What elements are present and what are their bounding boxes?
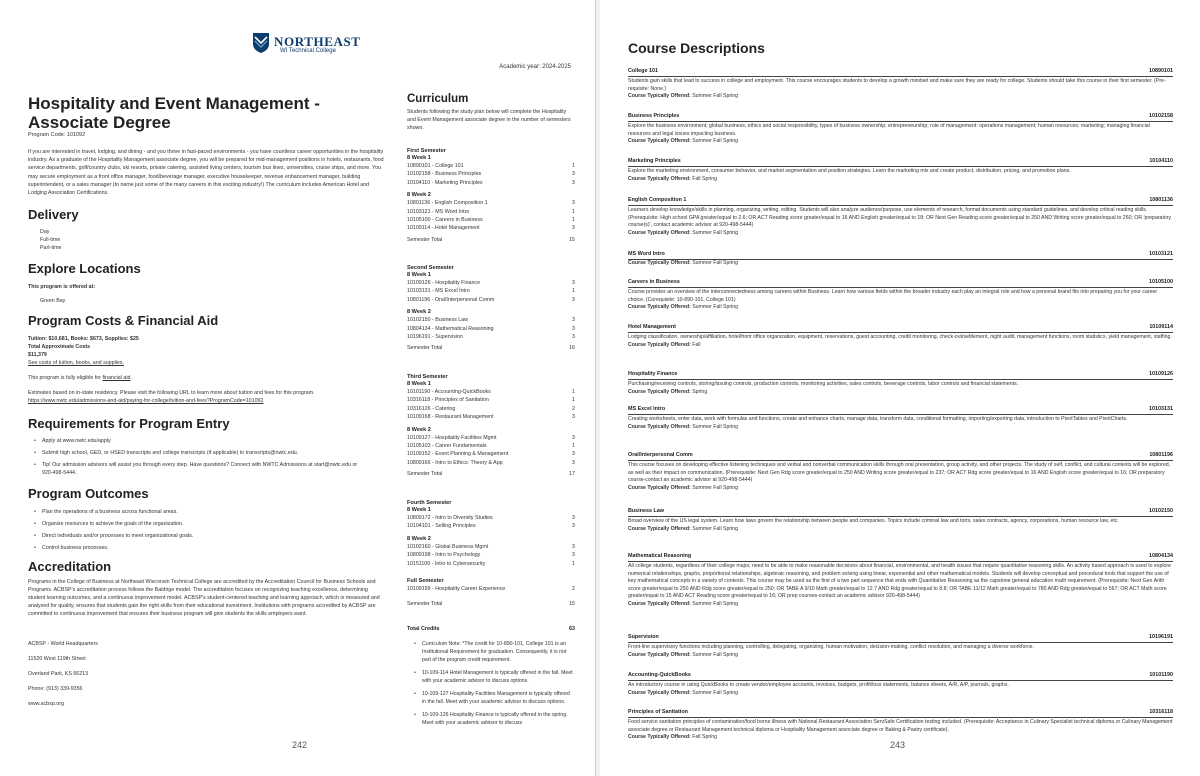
course-offered-label: Course Typically Offered:	[628, 304, 691, 311]
requirement-item: • Submit high school, GED, or HSED transcripts and college transcripts (if applicable) to transcripts@nwtc.edu.	[34, 449, 364, 457]
course-credits: 1	[572, 560, 575, 567]
course-code: 10196191	[1149, 634, 1173, 640]
course-row	[407, 170, 575, 178]
course-code: 10103121	[1149, 251, 1173, 257]
course-description	[628, 452, 1173, 492]
course-name: 10809198 - Intro to Psychology	[407, 552, 481, 559]
week-label: 8 Week 1	[407, 381, 431, 387]
course-header	[628, 553, 1173, 562]
course-offered-terms: Summer Fall Spring	[692, 651, 739, 658]
week-label: 8 Week 2	[407, 535, 431, 542]
page-243	[600, 0, 1200, 776]
course-credits: 3	[572, 414, 575, 421]
course-title: Oral/Interpersonal Comm	[628, 452, 693, 458]
semester-total	[407, 237, 575, 243]
course-description	[628, 158, 1173, 183]
course-offered-terms: Fall Spring	[692, 175, 717, 182]
course-offered-terms: Summer Fall Spring	[692, 304, 739, 311]
curriculum-note: • 10-109-126 Hospitality Finance is typically offered in the spring. Meet with your academic advisor to discuss	[414, 711, 574, 727]
semester-total-value: 17	[569, 471, 575, 478]
course-row	[407, 522, 575, 530]
course-credits: 3	[572, 543, 575, 550]
location-green-bay: Green Bay	[40, 298, 66, 304]
course-offered	[628, 389, 1173, 397]
course-credits: 3	[572, 523, 575, 530]
accreditation-heading: Accreditation	[28, 559, 112, 574]
course-row	[407, 224, 575, 232]
requirements-list	[34, 437, 364, 481]
semester-title: Full Semester	[407, 578, 444, 584]
requirement-item: • Apply at www.nwtc.edu/apply	[34, 437, 364, 445]
course-credits: 3	[572, 171, 575, 178]
course-credits: 3	[572, 434, 575, 441]
course-name: 10890101 - College 101	[407, 163, 464, 169]
course-title: Marketing Principles	[628, 158, 681, 164]
costs-details-link[interactable]: See costs of tuition, books, and supplies.	[28, 360, 124, 366]
course-title: Hospitality Finance	[628, 371, 678, 377]
course-offered	[628, 342, 1173, 350]
course-credits: 1	[572, 397, 575, 404]
semester-full	[407, 578, 575, 607]
course-name: 10109199 - Hospitality Career Experience	[407, 586, 506, 592]
course-header	[628, 113, 1173, 122]
course-description-text: Course provides an overview of the interconnectedness among careers within Business. Learn how various fields within the broader industry each play an integral role and how a personal brand fits into preparing you for your career choice. (Corequisite: 10-890-101, College 101)	[628, 289, 1158, 303]
accreditation-text: Programs in the College of Business at Northeast Wisconsin Technical College are accredited by the Accreditation Council for Business Schools and Programs. ACBSP's accreditation process follows the Baldrige model. The accreditation focuses on recognizing teaching excellence, determining student learning outcomes, and a continuous improvement model. ACBSP's student-centered teaching and learning approach, which is measured and analyzed for quality, ensures that students gain the right skills from their educational investment. Institutions with programs accredited by ACBSP are committed to continuous improvement that ensures their business program will give students the skills employers want.	[28, 579, 380, 617]
costs-total-value: $11,379	[28, 352, 47, 358]
course-offered-terms: Summer Fall Spring	[692, 260, 739, 266]
course-offered-terms: Summer Fall Spring	[692, 229, 739, 236]
course-credits: 1	[572, 288, 575, 295]
requirements-heading: Requirements for Program Entry	[28, 416, 230, 431]
course-row	[407, 179, 575, 187]
course-offered-label: Course Typically Offered:	[628, 229, 691, 236]
semester-total-value: 15	[569, 601, 575, 608]
estimates-note: Estimates based on in-state residency. Please visit the following URL to learn more about tuition and fees for this program.	[28, 390, 315, 396]
course-code: 10804134	[1149, 553, 1173, 559]
course-offered	[628, 230, 1173, 238]
course-name: 10151100 - Intro to Cybersecurity	[407, 560, 486, 567]
course-credits: 3	[572, 200, 575, 207]
course-offered	[628, 138, 1173, 146]
course-offered-label: Course Typically Offered:	[628, 93, 691, 100]
program-intro: If you are interested in travel, lodging, and dining - and you thrive in fast-paced environments - you have countless career opportunities in the hospitality industry. As a graduate of the Hospitality Management associate degree, you will be prepared for mid-management positions in hotels, restaurants, food service departments, golf/country clubs, ski resorts, private catering, assisted living centers, tourism bus lines, universities, cruise ships, and more. You may secure employment as a front office manager, food/beverage manager, executive housekeeper, revenue enhancement manager, building superintendent, or a sales manager (to name just some of the many careers in this exciting industry!) The curriculum includes American Hotel and Lodging Association Certifications.	[28, 149, 384, 197]
semester-total-label: Semester Total	[407, 236, 443, 243]
financial-aid-period: .	[130, 375, 132, 381]
course-name: 10104110 - Marketing Principles	[407, 179, 483, 186]
semester-second	[407, 265, 575, 351]
curriculum-heading: Curriculum	[407, 93, 469, 105]
course-offered-terms: Spring	[692, 388, 708, 395]
course-header	[628, 251, 1173, 260]
course-name: 10109168 - Restaurant Management	[407, 414, 494, 421]
semester-title: Fourth Semester	[407, 500, 452, 506]
course-credits: 3	[572, 325, 575, 332]
course-credits: 1	[572, 163, 575, 169]
course-header	[628, 279, 1173, 288]
course-credits: 2	[572, 586, 575, 592]
program-title: Hospitality and Event Management - Associate Degree	[28, 94, 320, 132]
course-description	[628, 508, 1173, 533]
course-offered	[628, 304, 1173, 312]
course-name: 10104101 - Selling Principles	[407, 523, 476, 530]
course-description-text: Explore the business environment; global business, ethics and social responsibility, types of business ownership; entrepreneurship; role of management: operations management; human resources; marketing; managing financial resources and legal issues impacting business.	[628, 123, 1150, 137]
course-description	[628, 406, 1173, 431]
semester-title: First Semester	[407, 148, 446, 154]
course-code: 10105100	[1149, 279, 1173, 285]
course-name: 10103121 - MS Word Intro	[407, 208, 470, 215]
total-credits-value: 63	[569, 626, 575, 632]
course-name: 10102158 - Business Principles	[407, 171, 482, 178]
course-title: Accounting-QuickBooks	[628, 672, 691, 678]
curriculum-note: • Curriculum Note: *The credit for 10-890-101, College 101 is an Institutional Requirement for graduation. Consequently, it is not part of the program credit requirement.	[414, 640, 574, 664]
course-header	[628, 452, 1173, 461]
curriculum-note: • 10-109-114 Hotel Management is typically offered in the fall. Meet with your academic advisor to discuss options.	[414, 669, 574, 685]
course-title: Business Law	[628, 508, 664, 514]
week-label: 8 Week 1	[407, 272, 431, 278]
semester-fourth	[407, 500, 575, 568]
course-title: MS Excel Intro	[628, 406, 666, 412]
course-row	[407, 216, 575, 224]
course-code: 10109114	[1149, 324, 1173, 330]
course-offered-terms: Summer Fall Spring	[692, 138, 739, 145]
course-title: Careers in Business	[628, 279, 680, 285]
course-offered-label: Course Typically Offered:	[628, 651, 691, 658]
course-offered	[628, 526, 1173, 534]
course-description	[628, 324, 1173, 349]
semester-total-label: Semester Total	[407, 345, 443, 352]
course-offered-terms: Fall	[692, 341, 701, 348]
course-row	[407, 434, 575, 442]
course-row	[407, 551, 575, 559]
course-offered-terms: Summer Fall Spring	[692, 600, 739, 607]
course-offered-terms: Summer Fall Spring	[692, 484, 739, 491]
course-description-text: Broad overview of the US legal system. Learn how laws govern the relationship between people and companies. Topics include criminal law and torts, sales contracts, agency, corporations, human resource law, etc.	[628, 518, 1119, 524]
address-line: 11520 West 119th Street	[28, 656, 86, 662]
outcome-item: • Organize resources to achieve the goals of the organization.	[34, 520, 364, 528]
semester-total-label: Semester Total	[407, 471, 443, 478]
course-offered-terms: Summer Fall Spring	[692, 689, 739, 696]
course-descriptions-heading: Course Descriptions	[628, 40, 765, 56]
course-name: 10801136 - English Composition 1	[407, 200, 488, 207]
course-header	[628, 634, 1173, 643]
course-header	[628, 158, 1173, 167]
course-offered-label: Course Typically Offered:	[628, 423, 691, 430]
course-header	[628, 406, 1173, 415]
financial-aid-note	[28, 374, 388, 382]
semester-third	[407, 374, 575, 477]
semester-total-value: 16	[569, 345, 575, 352]
course-offered-label: Course Typically Offered:	[628, 341, 691, 348]
course-description-text: Lodging classification, ownership/affiliation, hotel/front office organization, equipment, reservations, guest accounting, credit monitoring, check-out/settlement, night audit, management functions, room statistics, yield management, staffing.	[628, 334, 1172, 340]
course-header	[628, 709, 1173, 718]
course-name: 10101190 - Accounting-QuickBooks	[407, 389, 491, 395]
course-offered	[628, 652, 1173, 660]
acbsp-address	[28, 637, 228, 712]
outcome-item: • Direct individuals and/or processes to meet organizational goals.	[34, 532, 364, 540]
course-credits: 3	[572, 179, 575, 186]
course-code: 10890101	[1149, 68, 1173, 74]
course-code: 10104110	[1149, 158, 1173, 164]
course-name: 10109127 - Hospitality Facilities Mgmt	[407, 434, 497, 441]
course-title: Business Principles	[628, 113, 680, 119]
course-row	[407, 543, 575, 551]
course-credits: 3	[572, 317, 575, 324]
course-header	[628, 672, 1173, 681]
tuition-url-link[interactable]: https://www.nwtc.edu/admissions-and-aid/paying-for-college/tuition-and-fees?ProgramCode=101092	[28, 398, 264, 404]
course-row	[407, 450, 575, 458]
semester-first	[407, 148, 575, 243]
week-label: 8 Week 2	[407, 309, 431, 316]
course-row	[407, 199, 575, 207]
delivery-item: Part-time	[40, 245, 62, 251]
course-description-text: Creating worksheets, enter data, work with formulas and functions, create and enhance charts, manage data, transform data, conditional formatting, importing/exporting data, introduction to PivotTables and PivotCharts.	[628, 416, 1128, 422]
locations-offered: This program is offered at:	[28, 284, 96, 290]
course-offered-label: Course Typically Offered:	[628, 689, 691, 696]
course-row	[407, 560, 575, 568]
course-description-text: Food service sanitation principles of contamination/food borne illness with National Restaurant Association ServSafe Certification testing included. (Prerequisite: Acceptance in Culinary Specialist technical diploma or Culinary Management associate degree or Restaurant Management technical diploma or Hospitality Management associate degree or Baking & Pastry certificate).	[628, 719, 1173, 733]
course-credits: 3	[572, 451, 575, 458]
costs-total-label: Total Approximate Costs	[28, 344, 91, 350]
course-description-text: All college students, regardless of their college major, need to be able to make reasonable decisions about financial, environmental, and health issues that require quantitative reasoning skills. An activity based approach is used to explore numerical relationships, graphs, proportional relationships, algebraic reasoning, and problem solving using linear, exponential and other mathematical models. Students will develop conceptual and procedural tools that support the use of key mathematical concepts in a variety of contexts. This course may be used as the first of a two part sequence that ends with Quantitative Reasoning as the capstone general education math requirement. (Prerequisite: Next Gen Arith score greater/equal to 250 AND Rdg score greater/equal to 250; OR TABE A 9/10 Math greater/equal to 12.7 AND Rdg greater/equal to 8.8; OR TABE 11/12 Math greater/equal to 780 AND Rdg greater/equal to 567; OR ACT Math score greater/equal to 15 AND ACT Reading score greater/equal to 16; OR prep courses-contact an academic advisor 920-498-5444)	[628, 563, 1171, 600]
course-row	[407, 396, 575, 404]
requirement-item: • Tip! Our admission advisors will assist you through every step. Have questions? Connect with NWTC Admissions at start@nwtc.edu or 920-498-5444.	[34, 461, 364, 477]
course-name: 10109126 - Hospitality Finance	[407, 280, 481, 286]
total-credits	[407, 626, 575, 632]
program-code: Program Code: 101092	[28, 132, 86, 138]
course-name: 10109152 - Event Planning & Management	[407, 451, 509, 458]
course-name: 10804134 - Mathematical Reasoning	[407, 325, 494, 332]
week-label: 8 Week 2	[407, 426, 431, 433]
course-description	[628, 197, 1173, 237]
course-name: 10801196 - Oral/Interpersonal Comm	[407, 296, 495, 303]
course-offered-label: Course Typically Offered:	[628, 388, 691, 395]
course-description	[628, 371, 1173, 396]
course-description-text: Students gain skills that lead to success in college and employment. This course encourages students to develop a growth mindset and make sure they are ready for college. Students should take this course in their first semester. (Pre-requisite: None.)	[628, 78, 1166, 92]
costs-breakdown: Tuition: $10,681, Books: $673, Supplies: $25	[28, 336, 139, 342]
course-description	[628, 113, 1173, 146]
course-credits: 3	[572, 515, 575, 521]
course-row	[407, 514, 575, 522]
outcomes-heading: Program Outcomes	[28, 486, 149, 501]
course-description-text: Learners develop knowledge/skills in planning, organizing, writing, editing. Students will also analyze audience/purpose, use elements of research, format documents using standard guidelines, and develop critical reading skills. (Prerequisite: High school GPA greater/equal to 2.6; OR ACT Reading score greater/equal to 16 AND English greater/equal to 18; OR Next Gen Reading score greater/equal to 250 AND Writing score greater/equal to 260; OR 'preparatory course(s)', contact academic advisor at 920-498-5444)	[628, 207, 1172, 229]
course-header	[628, 68, 1173, 77]
course-header	[628, 324, 1173, 333]
delivery-list	[40, 228, 62, 252]
course-offered-terms: Summer Fall Spring	[692, 93, 739, 100]
course-offered	[628, 485, 1173, 493]
course-description-text: Explore the marketing environment, consumer behavior, and market segmentation and position strategies. Learn the marketing mix and create product, distribution, pricing, and promotion plans.	[628, 168, 1071, 174]
page-number-left: 242	[292, 740, 308, 750]
course-offered-label: Course Typically Offered:	[628, 175, 691, 182]
address-line: ACBSP - World Headquarters	[28, 641, 98, 647]
course-row	[407, 162, 575, 170]
address-line: www.acbsp.org	[28, 701, 64, 707]
course-offered	[628, 424, 1173, 432]
course-description	[628, 251, 1173, 268]
semester-total	[407, 601, 575, 607]
course-offered	[628, 260, 1173, 268]
course-credits: 3	[572, 459, 575, 466]
course-credits: 3	[572, 552, 575, 559]
course-name: 10102150 - Business Law	[407, 317, 468, 324]
course-credits: 1	[572, 443, 575, 450]
course-name: 10105100 - Careers in Business	[407, 217, 483, 224]
outcome-item: • Control business processes.	[34, 544, 364, 552]
course-row	[407, 388, 575, 396]
course-offered	[628, 93, 1173, 101]
course-name: 10102160 - Global Business Mgmt	[407, 543, 489, 550]
course-name: 10809172 - Intro to Diversity Studies	[407, 515, 493, 521]
delivery-item: Day	[40, 229, 50, 235]
page-242	[0, 0, 596, 776]
course-offered-label: Course Typically Offered:	[628, 525, 691, 532]
course-name: 10809166 - Intro to Ethics: Theory & App	[407, 459, 503, 466]
week-label: 8 Week 2	[407, 192, 431, 199]
course-row	[407, 316, 575, 324]
week-label: 8 Week 1	[407, 155, 431, 161]
locations-heading: Explore Locations	[28, 261, 141, 276]
address-line: Overland Park, KS 66213	[28, 671, 89, 677]
course-description-text: This course focuses on developing effective listening techniques and verbal and nonverbal communication skills through oral presentation, group activity, and other projects. The study of self, conflict, and cultural contexts will be explored, as well as their impact on communication. (Prerequisite: Next Gen Rdg score greater/equal to 250 AND Writing score greater/equal to 237; OR ACT Rdg score greater/equal to 16 AND English score greater/equal to 16; OR preparatory course-contact an academic advisor at 920-498-5444)	[628, 462, 1171, 484]
course-code: 10801136	[1149, 197, 1173, 203]
course-header	[628, 508, 1173, 517]
delivery-heading: Delivery	[28, 207, 79, 222]
course-credits: 3	[572, 225, 575, 232]
course-row	[407, 279, 575, 287]
course-title: MS Word Intro	[628, 251, 665, 257]
course-offered	[628, 176, 1173, 184]
course-offered-terms: Summer Fall Spring	[692, 423, 739, 430]
course-title: Supervision	[628, 634, 659, 640]
academic-year: Academic year: 2024-2025	[499, 64, 571, 70]
course-code: 10102150	[1149, 508, 1173, 514]
course-description-text: Purchasing/receiving controls, storing/issuing controls, production controls, monitoring activities, sales controls, beverage controls, labor controls and financial statements.	[628, 381, 1019, 387]
course-code: 10109126	[1149, 371, 1173, 377]
course-code: 10316118	[1149, 709, 1173, 715]
course-title: Hotel Management	[628, 324, 676, 330]
course-name: 10316126 - Catering	[407, 405, 456, 412]
curriculum-intro: Students following the study plan below will complete the Hospitality and Event Management associate degree in the number of semesters shown.	[407, 109, 571, 131]
course-description	[628, 553, 1173, 609]
address-line: Phone: (913) 339-9356	[28, 686, 83, 692]
course-description-text: An introductory course in using QuickBooks to create vendor/employee accounts, invoices, budgets, profit/loss statements, balance sheets, A/R, A/P, journals, graphs.	[628, 682, 1009, 688]
course-row	[407, 459, 575, 467]
course-offered-label: Course Typically Offered:	[628, 484, 691, 491]
course-header	[628, 197, 1173, 206]
outcomes-list	[34, 508, 364, 556]
course-description	[628, 634, 1173, 659]
course-row	[407, 296, 575, 304]
course-description	[628, 672, 1173, 697]
course-offered-terms: Fall Spring	[692, 734, 717, 741]
curriculum-note: • 10-109-127 Hospitality Facilities Management is typically offered in the fall. Meet with your academic advisor to discuss options.	[414, 690, 574, 706]
course-offered-label: Course Typically Offered:	[628, 600, 691, 607]
page-number-right: 243	[890, 740, 906, 750]
course-row	[407, 208, 575, 216]
course-credits: 1	[572, 208, 575, 215]
course-name: 10316118 - Principles of Sanitation	[407, 397, 489, 404]
semester-total	[407, 345, 575, 351]
costs-heading: Program Costs & Financial Aid	[28, 313, 219, 328]
course-offered	[628, 601, 1173, 609]
course-header	[628, 371, 1173, 380]
course-code: 10801196	[1149, 452, 1173, 458]
course-credits: 2	[572, 405, 575, 412]
course-row	[407, 333, 575, 341]
course-credits: 1	[572, 389, 575, 395]
course-credits: 1	[572, 217, 575, 224]
course-offered-terms: Summer Fall Spring	[692, 525, 739, 532]
course-offered-label: Course Typically Offered:	[628, 734, 691, 741]
financial-aid-link[interactable]: financial aid	[102, 375, 131, 381]
semester-total-label: Semester Total	[407, 601, 443, 608]
week-label: 8 Week 1	[407, 507, 431, 513]
course-row	[407, 585, 575, 593]
northeast-logo	[252, 32, 362, 58]
course-row	[407, 413, 575, 421]
semester-title: Third Semester	[407, 374, 448, 380]
semester-title: Second Semester	[407, 265, 454, 271]
curriculum-header	[407, 93, 575, 132]
course-code: 10101190	[1149, 672, 1173, 678]
course-row	[407, 287, 575, 295]
total-credits-label: Total Credits	[407, 626, 440, 632]
course-title: Principles of Sanitation	[628, 709, 688, 715]
course-title: College 101	[628, 68, 658, 74]
curriculum-notes	[414, 640, 574, 732]
course-title: Mathematical Reasoning	[628, 553, 692, 559]
course-description-text: Front-line supervisory functions including planning, controlling, delegating, organizing, human motivation, decision-making, conflict resolution, and managing a diverse workforce.	[628, 644, 1034, 650]
course-description	[628, 279, 1173, 312]
course-offered-label: Course Typically Offered:	[628, 260, 691, 266]
logo-subtitle: WI Technical College	[280, 48, 336, 54]
costs-block	[28, 335, 388, 405]
course-credits: 3	[572, 296, 575, 303]
course-offered	[628, 690, 1173, 698]
course-code: 10103131	[1149, 406, 1173, 412]
course-credits: 3	[572, 280, 575, 286]
semester-total-value: 15	[569, 236, 575, 243]
course-description	[628, 68, 1173, 101]
delivery-item: Full-time	[40, 237, 61, 243]
course-row	[407, 442, 575, 450]
logo-name: NORTHEAST	[274, 34, 361, 49]
course-credits: 3	[572, 334, 575, 341]
course-title: English Composition 1	[628, 197, 687, 203]
course-row	[407, 325, 575, 333]
outcome-item: • Plan the operations of a business across functional areas.	[34, 508, 364, 516]
course-code: 10102158	[1149, 113, 1173, 119]
semester-total	[407, 471, 575, 477]
shield-icon	[252, 32, 270, 54]
course-offered-label: Course Typically Offered:	[628, 138, 691, 145]
course-description	[628, 709, 1173, 742]
course-name: 10196191 - Supervision	[407, 334, 463, 341]
course-name: 10103131 - MS Excel Intro	[407, 288, 470, 295]
course-row	[407, 405, 575, 413]
course-name: 10109114 - Hotel Management	[407, 225, 480, 232]
course-name: 10105103 - Career Fundamentals	[407, 443, 487, 450]
financial-aid-text: This program is fully eligible for	[28, 375, 103, 381]
